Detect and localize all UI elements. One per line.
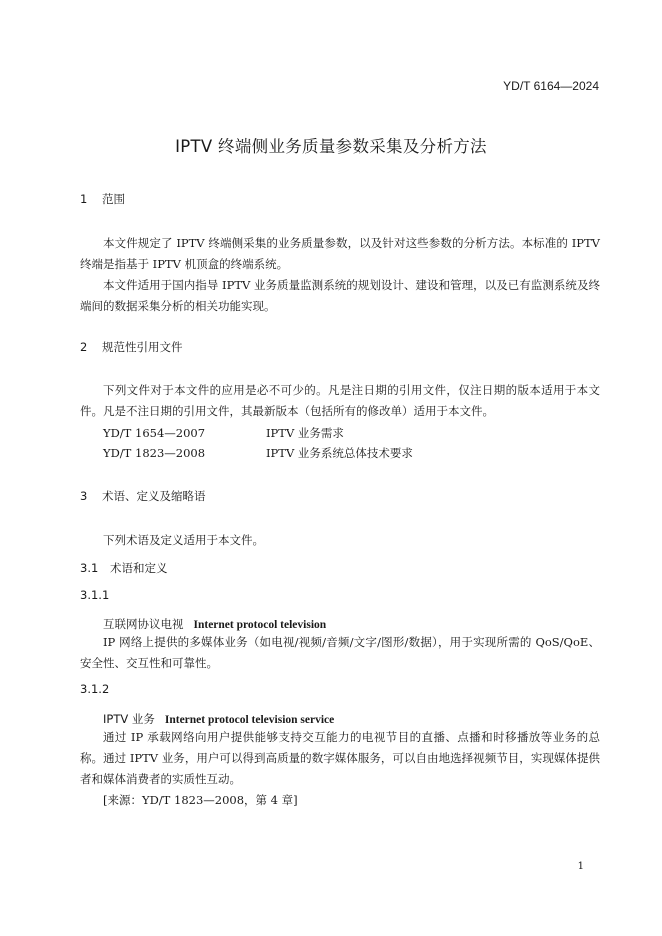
section-3-paragraph-1: 下列术语及定义适用于本文件。 [103,533,264,547]
subsection-number: 3.1 [80,561,99,575]
section-number: 2 [80,340,88,354]
section-1-paragraph-2: 本文件适用于国内指导 IPTV 业务质量监测系统的规划设计、建设和管理，以及已有监测系统及终端间的数据采集分析的相关功能实现。 [80,278,600,313]
subsection-3-1-heading [80,560,168,576]
subsection-title: 术语和定义 [110,561,168,575]
term-english: Internet protocol television service [164,714,335,726]
term-3-1-2-source: [来源：YD/T 1823—2008，第 4 章] [103,793,298,807]
term-3-1-1-definition: IP 网络上提供的多媒体业务（如电视/视频/音频/文字/图形/数据），用于实现所需的 QoS/QoE、安全性、交互性和可靠性。 [80,635,600,670]
section-number: 3 [80,489,88,503]
section-3-heading [80,488,206,504]
term-3-1-1-number: 3.1.1 [80,588,110,602]
section-title: 术语、定义及缩略语 [102,489,206,503]
section-title: 规范性引用文件 [102,340,183,354]
term-chinese: 互联网协议电视 [103,617,184,631]
term-english: Internet protocol television [193,619,327,631]
reference-code: YD/T 1654—2007 [103,426,206,440]
reference-title: IPTV 业务系统总体技术要求 [266,446,413,460]
term-3-1-1-heading [103,616,326,632]
reference-title: IPTV 业务需求 [266,426,344,440]
reference-code: YD/T 1823—2008 [103,446,206,460]
document-title: IPTV 终端侧业务质量参数采集及分析方法 [175,137,487,156]
standard-code: YD/T 6164—2024 [503,79,599,93]
section-title: 范围 [102,192,125,206]
normative-reference [103,423,344,443]
section-number: 1 [80,192,88,206]
normative-reference [103,443,413,463]
section-2-paragraph-1: 下列文件对于本文件的应用是必不可少的。凡是注日期的引用文件，仅注日期的版本适用于本文件。凡是不注日期的引用文件，其最新版本（包括所有的修改单）适用于本文件。 [80,383,600,418]
term-3-1-2-number: 3.1.2 [80,682,110,696]
term-3-1-2-heading [103,711,334,727]
section-1-heading [80,191,125,207]
page-number: 1 [577,861,584,872]
section-1-paragraph-1: 本文件规定了 IPTV 终端侧采集的业务质量参数，以及针对这些参数的分析方法。本标准的 IPTV 终端是指基于 IPTV 机顶盒的终端系统。 [80,236,600,271]
term-chinese: IPTV 业务 [103,712,155,726]
section-2-heading [80,339,183,355]
term-3-1-2-definition: 通过 IP 承载网络向用户提供能够支持交互能力的电视节目的直播、点播和时移播放等业务的总称。通过 IPTV 业务，用户可以得到高质量的数字媒体服务，可以自由地选择视频节目，实现媒体提供者和媒体消费者的实质性互动。 [80,730,600,786]
